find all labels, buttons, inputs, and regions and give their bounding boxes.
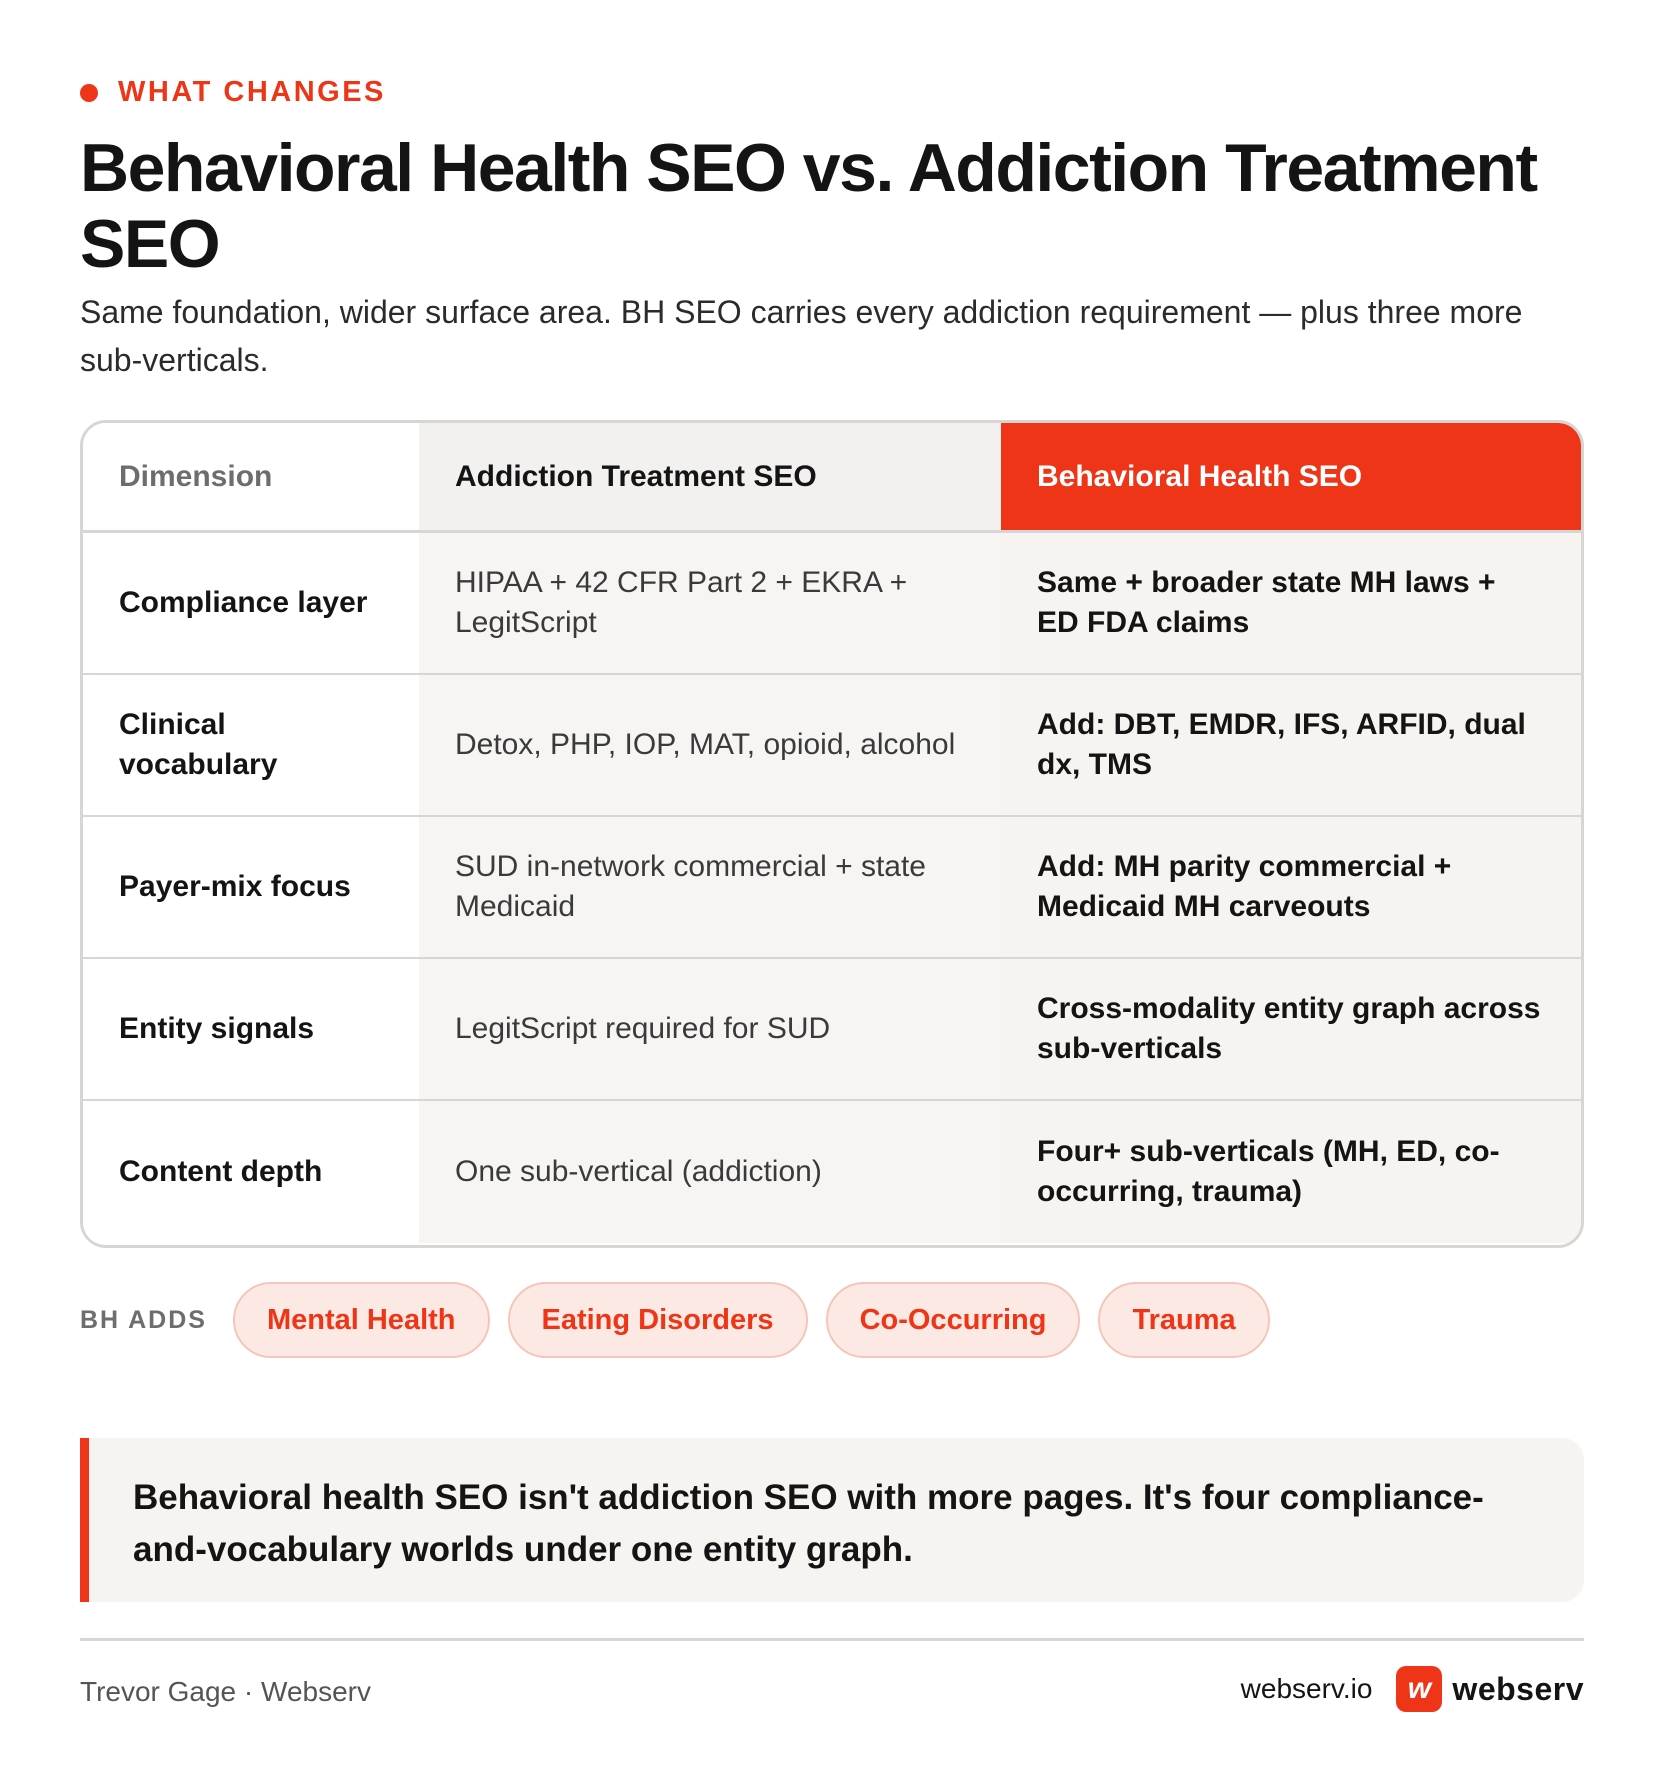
pull-quote: Behavioral health SEO isn't addiction SEO with more pages. It's four compliance-and-vocabulary worlds under one entity graph. <box>80 1438 1584 1602</box>
page-title: Behavioral Health SEO vs. Addiction Treatment SEO <box>80 130 1537 282</box>
eyebrow <box>80 76 386 109</box>
bh-adds-tags <box>80 1282 1288 1358</box>
footer-author: Trevor Gage · Webserv <box>80 1676 371 1707</box>
eyebrow-label: WHAT CHANGES <box>118 76 386 108</box>
row-behavioral-value: Add: MH parity commercial + Medicaid MH carveouts <box>1001 817 1581 957</box>
table-row <box>83 675 1581 817</box>
bh-adds-label: BH ADDS <box>80 1305 207 1334</box>
eyebrow-dot-icon <box>80 84 98 102</box>
header-dimension: Dimension <box>83 423 419 530</box>
row-addiction-value: LegitScript required for SUD <box>419 959 1001 1099</box>
row-behavioral-value: Same + broader state MH laws + ED FDA claims <box>1001 533 1581 673</box>
page-subtitle: Same foundation, wider surface area. BH SEO carries every addiction requirement — plus three more sub-verticals. <box>80 294 1523 378</box>
table-header-row <box>83 423 1581 533</box>
row-dimension: Entity signals <box>83 959 419 1099</box>
footer-site-link[interactable]: webserv.io <box>1240 1673 1373 1704</box>
row-behavioral-value: Cross-modality entity graph across sub-verticals <box>1001 959 1581 1099</box>
row-addiction-value: HIPAA + 42 CFR Part 2 + EKRA + LegitScript <box>419 533 1001 673</box>
table-row <box>83 817 1581 959</box>
row-addiction-value: Detox, PHP, IOP, MAT, opioid, alcohol <box>419 675 1001 815</box>
header-addiction-seo: Addiction Treatment SEO <box>419 423 1001 530</box>
footer-divider <box>80 1638 1584 1641</box>
row-dimension: Compliance layer <box>83 533 419 673</box>
webserv-logo-icon: w <box>1396 1666 1442 1712</box>
footer-brand <box>1241 1666 1584 1712</box>
comparison-table <box>80 420 1584 1248</box>
tag-mental-health: Mental Health <box>233 1282 490 1358</box>
row-dimension: Content depth <box>83 1101 419 1243</box>
row-addiction-value: One sub-vertical (addiction) <box>419 1101 1001 1243</box>
table-row <box>83 1101 1581 1243</box>
row-behavioral-value: Four+ sub-verticals (MH, ED, co-occurring, trauma) <box>1001 1101 1581 1243</box>
table-row <box>83 533 1581 675</box>
tag-eating-disorders: Eating Disorders <box>508 1282 808 1358</box>
header-behavioral-health-seo: Behavioral Health SEO <box>1001 423 1581 530</box>
table-row <box>83 959 1581 1101</box>
webserv-logo-text: webserv <box>1452 1670 1584 1707</box>
row-dimension: Payer-mix focus <box>83 817 419 957</box>
row-dimension: Clinical vocabulary <box>83 675 419 815</box>
tag-co-occurring: Co-Occurring <box>826 1282 1081 1358</box>
row-addiction-value: SUD in-network commercial + state Medicaid <box>419 817 1001 957</box>
row-behavioral-value: Add: DBT, EMDR, IFS, ARFID, dual dx, TMS <box>1001 675 1581 815</box>
tag-trauma: Trauma <box>1098 1282 1269 1358</box>
